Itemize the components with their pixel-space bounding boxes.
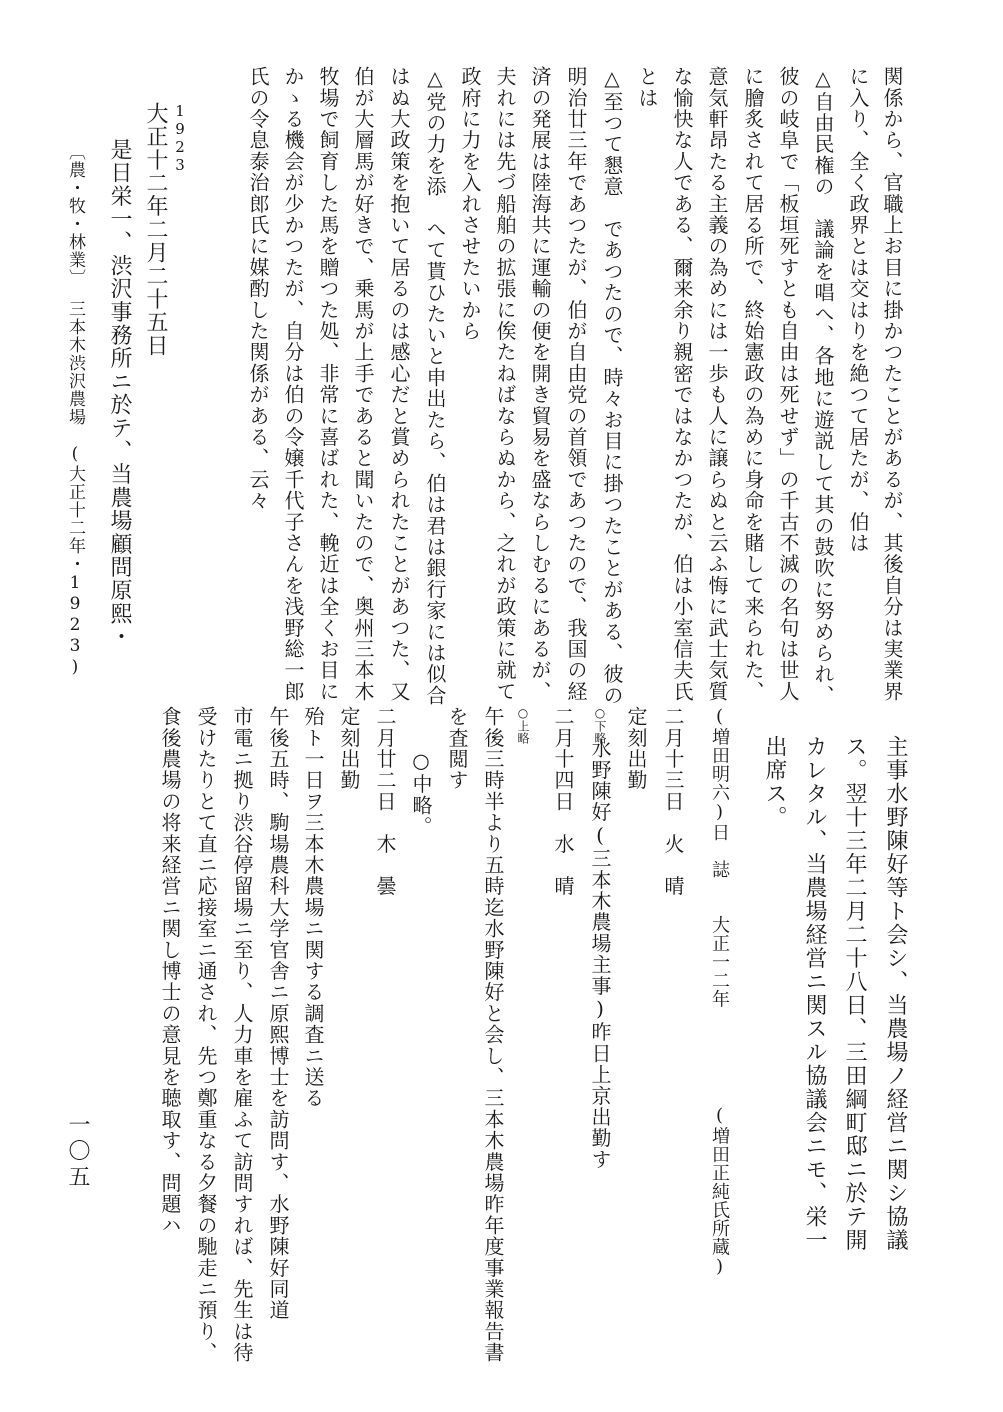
diary-line-6: を査閲す: [445, 706, 469, 791]
diary-source: (増田明六)日 誌 大正一二年: [709, 706, 730, 1008]
omit-mark-2: ○上略: [516, 706, 530, 744]
diary-line-13: 受けたりとて直ニ応接室ニ通され、先つ鄭重なる夕餐の馳走ニ預り、: [194, 706, 218, 1364]
diary-line-10: 殆ト一日ヲ三本木農場ニ関する調査ニ送る: [301, 706, 325, 1109]
top-line-18: かゝる機会が少かつたが、自分は伯の令嬢千代子さんを浅野総一郎: [281, 66, 305, 702]
diary-line-14: 食後農場の将来経営ニ関し博士の意見を聴取す、問題ハ: [158, 706, 182, 1236]
top-line-10: 明治廿三年であつたが、伯が自由党の首領であつたので、我国の経: [564, 66, 588, 702]
entry-source: 三本木渋沢農場 (大正十二年・1923): [65, 300, 85, 678]
top-line-16: 伯が大層馬が好きで、乗馬が上手であると聞いたので、奥州三本木: [351, 66, 375, 702]
omit-mark-1: ○下略: [593, 706, 607, 744]
entry-category: 〔農・牧・林業〕: [65, 143, 85, 287]
top-line-5: に膾炙されて居る所で、終始憲政の為めに身命を賭して来られた、: [741, 66, 765, 702]
top-line-11: 済の発展は陸海共に運輸の便を開き貿易を盛ならしむるにあるが、: [528, 66, 552, 702]
top-line-2: に入り、全く政界とは交はりを絶つて居たが、伯は: [846, 66, 870, 554]
top-line-17: 牧場で飼育した馬を贈つた処、非常に喜ばれた、輓近は全くお目に: [316, 66, 340, 702]
entry-body: 是日栄一、渋沢事務所ニ於テ、当農場顧問原熙・: [107, 138, 132, 649]
top-line-8: とは: [635, 66, 659, 109]
top-line-9: △至つて懇意 であつたので、時々お目に掛つたことがある、彼の: [600, 66, 624, 706]
report-line-2: ス。翌十三年二月二十八日、三田綱町邸ニ於テ開: [842, 735, 867, 1252]
diary-line-11: 午後五時、駒場農科大学官舎ニ原熙博士を訪問す、水野陳好同道: [266, 706, 290, 1321]
top-line-1: 関係から、官職上お目に掛かつたことがあるが、其後自分は実業界: [880, 66, 904, 702]
report-line-3: カレタル、当農場経営ニ関スル協議会ニモ、栄一: [802, 735, 827, 1252]
report-line-1: 主事水野陳好等ト会シ、当農場ノ経営ニ関シ協議: [883, 735, 908, 1252]
diary-line-4: 二月十四日 水 晴: [551, 706, 575, 897]
top-line-13: 政府に力を入れさせたいから: [458, 66, 482, 342]
diary-line-9: 定刻出勤: [337, 706, 361, 791]
report-line-4: 出席ス。: [762, 735, 787, 829]
top-line-14: △党の力を添 へて貰ひたいと申出たら、伯は君は銀行家には似合: [423, 66, 447, 706]
entry-year: 1923: [171, 102, 189, 174]
diary-line-7: ○中略。: [409, 706, 433, 838]
diary-line-12: 市電ニ拠り渋谷停留場ニ至り、人力車を雇ふて訪問すれば、先生は待: [230, 706, 254, 1364]
top-line-7: な愉快な人である、爾来余り親密ではなかつたが、伯は小室信夫氏: [670, 66, 694, 702]
diary-line-1: 二月十三日 火 晴: [661, 706, 685, 897]
top-line-6: 意気軒昂たる主義の為めには一歩も人に譲らぬと云ふ悔に武士気質: [705, 66, 729, 702]
top-line-12: 夫れには先づ船舶の拡張に俟たねばならぬから、之れが政策に就て: [493, 66, 517, 703]
diary-line-3: 水野陳好(三本木農場主事)昨日上京出勤す: [588, 738, 612, 1170]
collection-note: (増田正純氏所蔵): [709, 1105, 730, 1278]
diary-line-5: 午後三時半より五時迄水野陳好と会し、三本木農場昨年度事業報告書: [481, 706, 505, 1364]
diary-line-8: 二月廿二日 木 曇: [373, 706, 397, 897]
top-line-3: △自由民権の 議論を唱へ、各地に遊説して其の鼓吹に努められ、: [811, 66, 835, 706]
entry-date: 大正十二年二月二十五日: [143, 102, 168, 358]
page-number: 一〇五: [65, 1113, 90, 1191]
diary-line-2: 定刻出勤: [624, 706, 648, 791]
top-line-19: 氏の令息泰治郎氏に媒酌した関係がある、云々: [246, 66, 270, 512]
top-line-4: 彼の岐阜で「板垣死すとも自由は死せず」の千古不滅の名句は世人: [776, 66, 800, 702]
top-line-15: はぬ大政策を抱いて居るのは感心だと賞められたことがあつた、又: [387, 66, 411, 702]
